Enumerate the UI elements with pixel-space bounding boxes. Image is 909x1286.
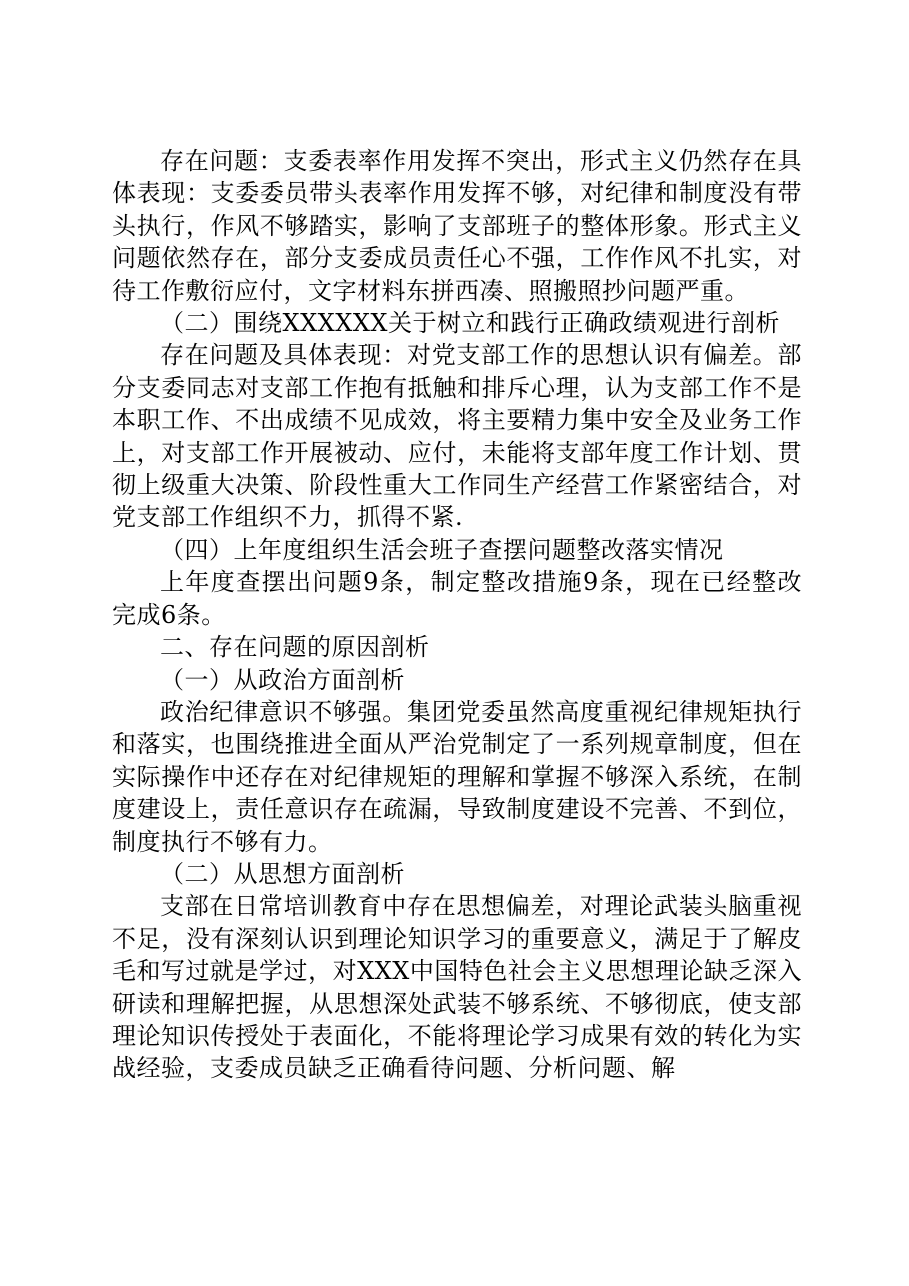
paragraph-problem-committee: 存在问题：支委表率作用发挥不突出，形式主义仍然存在具体表现：支委委员带头表率作用发挥不够，对纪律和制度没有带头执行，作风不够踏实，影响了支部班子的整体形象。形式主义问题依然存在，部分支委成员责任心不强，工作作风不扎实，对待工作敷衍应付，文字材料东拼西凑、照搬照抄问题严重。 xyxy=(112,147,802,305)
paragraph-political-discipline: 政治纪律意识不够强。集团党委虽然高度重视纪律规矩执行和落实，也围绕推进全面从严治党制定了一系列规章制度，但在实际操作中还存在对纪律规矩的理解和掌握不够深入系统，在制度建设上，责任意识存在疏漏，导致制度建设不完善、不到位，制度执行不够有力。 xyxy=(112,697,802,856)
document-body xyxy=(112,145,802,1085)
paragraph-rectification: 上年度查摆出问题9条，制定整改措施9条，现在已经整改完成6条。 xyxy=(112,568,802,629)
paragraph-problem-understanding: 存在问题及具体表现：对党支部工作的思想认识有偏差。部分支委同志对支部工作抱有抵触和排斥心理，认为支部工作不是本职工作、不出成绩不见成效，将主要精力集中安全及业务工作上，对支部工作开展被动、应付，未能将支部年度工作计划、贯彻上级重大决策、阶段性重大工作同生产经营工作紧密结合，对党支部工作组织不力，抓得不紧. xyxy=(112,341,802,532)
heading-political-analysis: （一）从政治方面剖析 xyxy=(160,665,405,694)
heading-ideological-analysis: （二）从思想方面剖析 xyxy=(160,859,405,888)
paragraph-ideological: 支部在日常培训教育中存在思想偏差，对理论武装头脑重视不足，没有深刻认识到理论知识学习的重要意义，满足于了解皮毛和写过就是学过，对XXX中国特色社会主义思想理论缺乏深入研读和理解把握，从思想深处武装不够系统、不够彻底，使支部理论知识传授处于表面化，不能将理论学习成果有效的转化为实战经验，支委成员缺乏正确看待问题、分析问题、解 xyxy=(112,892,802,1083)
heading-cause-analysis: 二、存在问题的原因剖析 xyxy=(160,633,430,662)
heading-section-2: （二）围绕XXXXXX关于树立和践行正确政绩观进行剖析 xyxy=(160,309,781,338)
heading-section-4: （四）上年度组织生活会班子查摆问题整改落实情况 xyxy=(160,535,724,564)
